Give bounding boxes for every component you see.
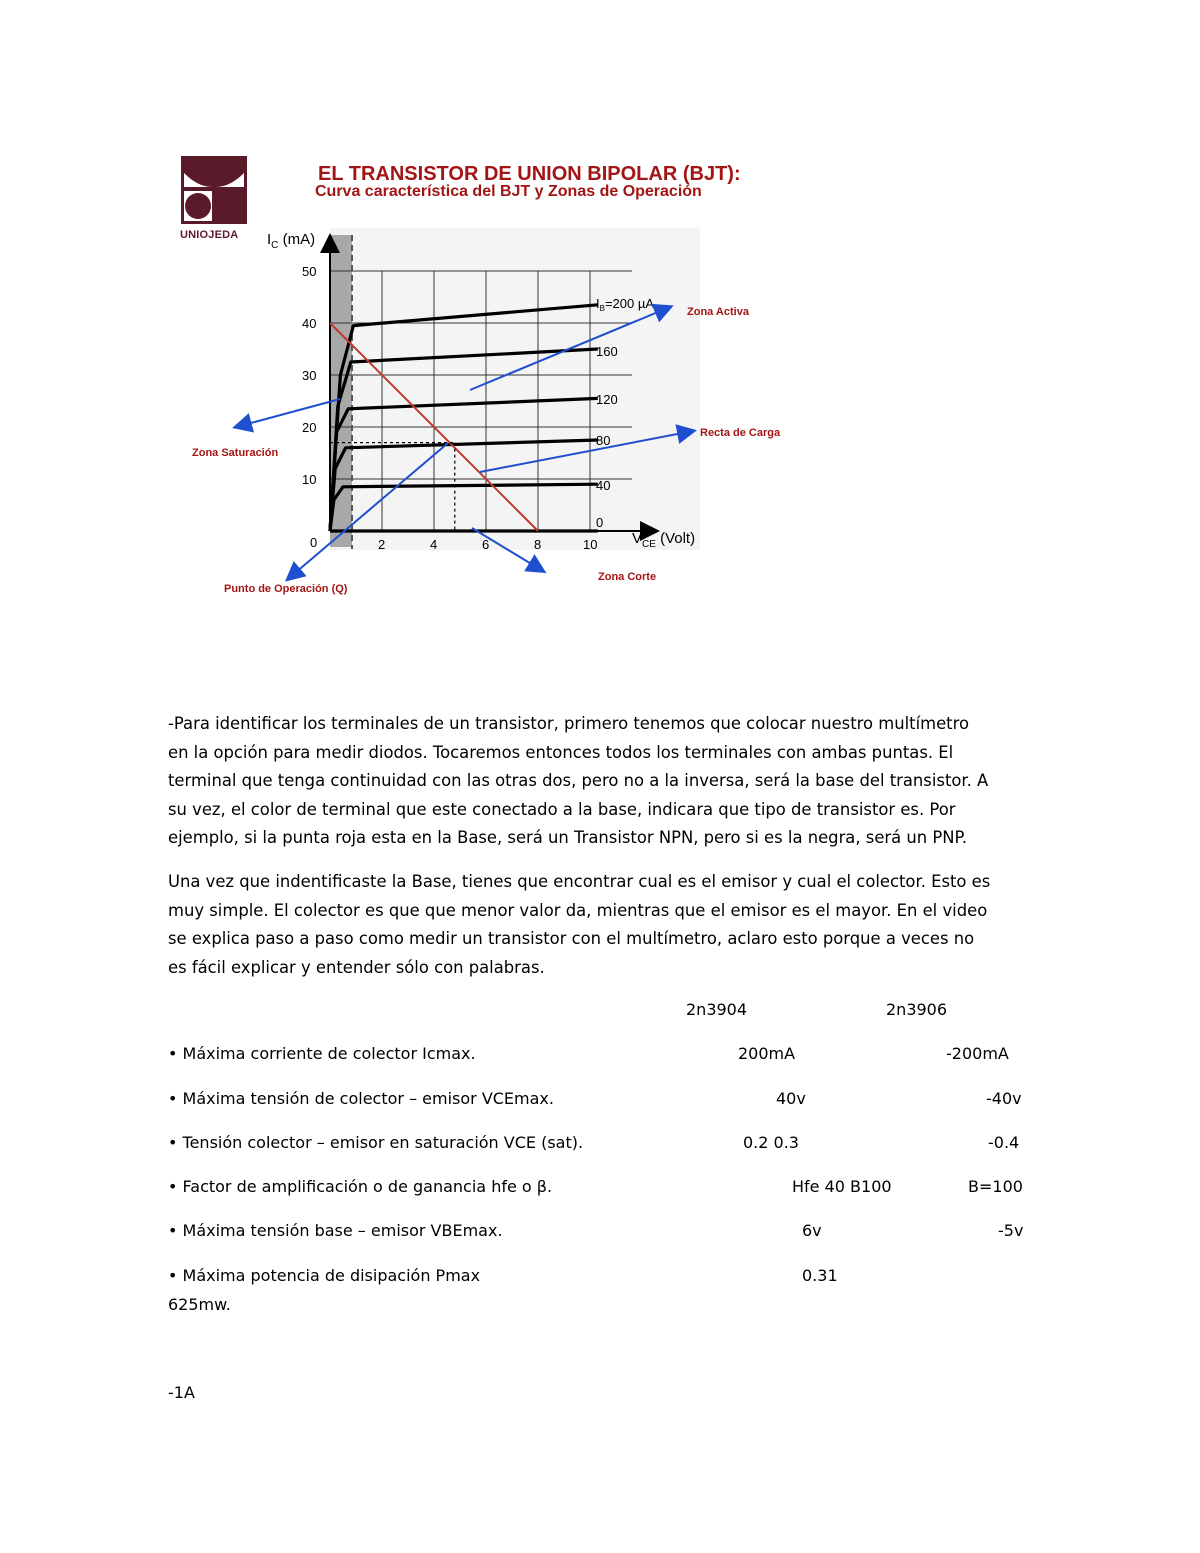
footer-note: -1A (168, 1383, 195, 1402)
paragraph-2-line: es fácil explicar y entender sólo con palabras. (168, 957, 545, 977)
spec-col-header-2n3904: 2n3904 (686, 1000, 748, 1019)
spec-value-2n3906: -40v (986, 1089, 1022, 1108)
plot-background (330, 228, 700, 550)
spec-label: • Máxima corriente de colector Icmax. (168, 1044, 476, 1063)
spec-value-2n3906: -200mA (946, 1044, 1009, 1063)
label-recta-carga: Recta de Carga (700, 427, 781, 439)
spec-value-2n3904: 0.31 (802, 1266, 838, 1285)
label-zona-corte: Zona Corte (598, 571, 657, 583)
label-zona-saturacion: Zona Saturación (192, 447, 279, 459)
paragraph-2 (168, 868, 1048, 982)
x-tick-label: 2 (378, 537, 386, 552)
y-tick-label: 40 (302, 316, 317, 331)
spec-row (168, 1133, 1048, 1161)
paragraph-1-line: su vez, el color de terminal que este conectado a la base, indicara que tipo de transistor es. Por (168, 799, 956, 819)
x-tick-label: 6 (482, 537, 490, 552)
spec-col-header-2n3906: 2n3906 (886, 1000, 948, 1019)
curve-label-80: 80 (596, 433, 611, 448)
paragraph-2-line: Una vez que indentificaste la Base, tienes que encontrar cual es el emisor y cual el colector. Esto es (168, 872, 991, 891)
paragraph-1-line: -Para identificar los terminales de un transistor, primero tenemos que colocar nuestro multímetro (168, 714, 970, 733)
x-tick-label: 4 (430, 537, 438, 552)
spec-row (168, 1089, 1048, 1117)
paragraph-1-line: en la opción para medir diodos. Tocaremos entonces todos los terminales con ambas puntas. El (168, 742, 954, 762)
spec-value-2n3904: 0.2 0.3 (743, 1133, 799, 1152)
label-punto-operacion: Punto de Operación (Q) (224, 583, 348, 595)
spec-row (168, 1266, 1048, 1294)
figure-title: EL TRANSISTOR DE UNION BIPOLAR (BJT): (318, 163, 741, 185)
curve-label-160: 160 (596, 344, 618, 359)
spec-label: • Factor de amplificación o de ganancia hfe o β. (168, 1177, 553, 1196)
spec-value-2n3906: B=100 (968, 1177, 1023, 1196)
spec-continuation: 625mw. (168, 1295, 231, 1314)
spec-value-2n3904: 40v (776, 1089, 806, 1108)
spec-row (168, 1177, 1048, 1205)
curve-label-200: $I_B=200$ µA (596, 296, 655, 313)
y-tick-label: 20 (302, 420, 317, 435)
figure-subtitle: Curva característica del BJT y Zonas de Operación (315, 183, 702, 200)
spec-row (168, 1044, 1048, 1072)
x-axis-label: $V_{CE}$ (Volt) (632, 530, 696, 550)
curve-label-120: 120 (596, 392, 618, 407)
logo-text: UNIOJEDA (180, 229, 239, 241)
y-tick-label: 30 (302, 368, 317, 383)
curve-label-0: 0 (596, 515, 604, 530)
spec-label: • Máxima potencia de disipación Pmax (168, 1266, 481, 1285)
spec-label: • Máxima tensión de colector – emisor VCEmax. (168, 1089, 554, 1108)
paragraph-1-line: terminal que tenga continuidad con las otras dos, pero no a la inversa, será la base del transistor. A (168, 771, 989, 790)
spec-value-2n3906: -5v (998, 1221, 1024, 1240)
curve-label-40: 40 (596, 478, 611, 493)
paragraph-2-line: se explica paso a paso como medir un transistor con el multímetro, aclaro esto porque a veces no (168, 929, 975, 948)
spec-value-2n3904: 200mA (738, 1044, 796, 1063)
spec-value-2n3904: 6v (802, 1221, 822, 1240)
paragraph-1 (168, 710, 1048, 853)
bjt-figure (170, 145, 810, 615)
spec-row (168, 1221, 1048, 1249)
paragraph-1-line: ejemplo, si la punta roja esta en la Base, será un Transistor NPN, pero si es la negra, será un PNP. (168, 828, 968, 847)
bjt-chart (170, 145, 810, 615)
y-tick-label: 0 (310, 535, 318, 550)
y-tick-label: 10 (302, 472, 317, 487)
spec-value-2n3906: -0.4 (988, 1133, 1020, 1152)
spec-label: • Máxima tensión base – emisor VBEmax. (168, 1221, 503, 1240)
label-zona-activa: Zona Activa (687, 306, 749, 318)
paragraph-2-line: muy simple. El colector es que que menor valor da, mientras que el emisor es el mayor. En el video (168, 900, 988, 920)
y-axis-label: $I_C$ (mA) (267, 231, 316, 251)
arrow-zona-saturacion (236, 399, 340, 427)
spec-label: • Tensión colector – emisor en saturación VCE (sat). (168, 1133, 584, 1152)
x-tick-label: 8 (534, 537, 542, 552)
x-tick-label: 10 (583, 537, 598, 552)
y-tick-label: 50 (302, 264, 317, 279)
spec-value-2n3904: Hfe 40 B100 (792, 1177, 892, 1196)
